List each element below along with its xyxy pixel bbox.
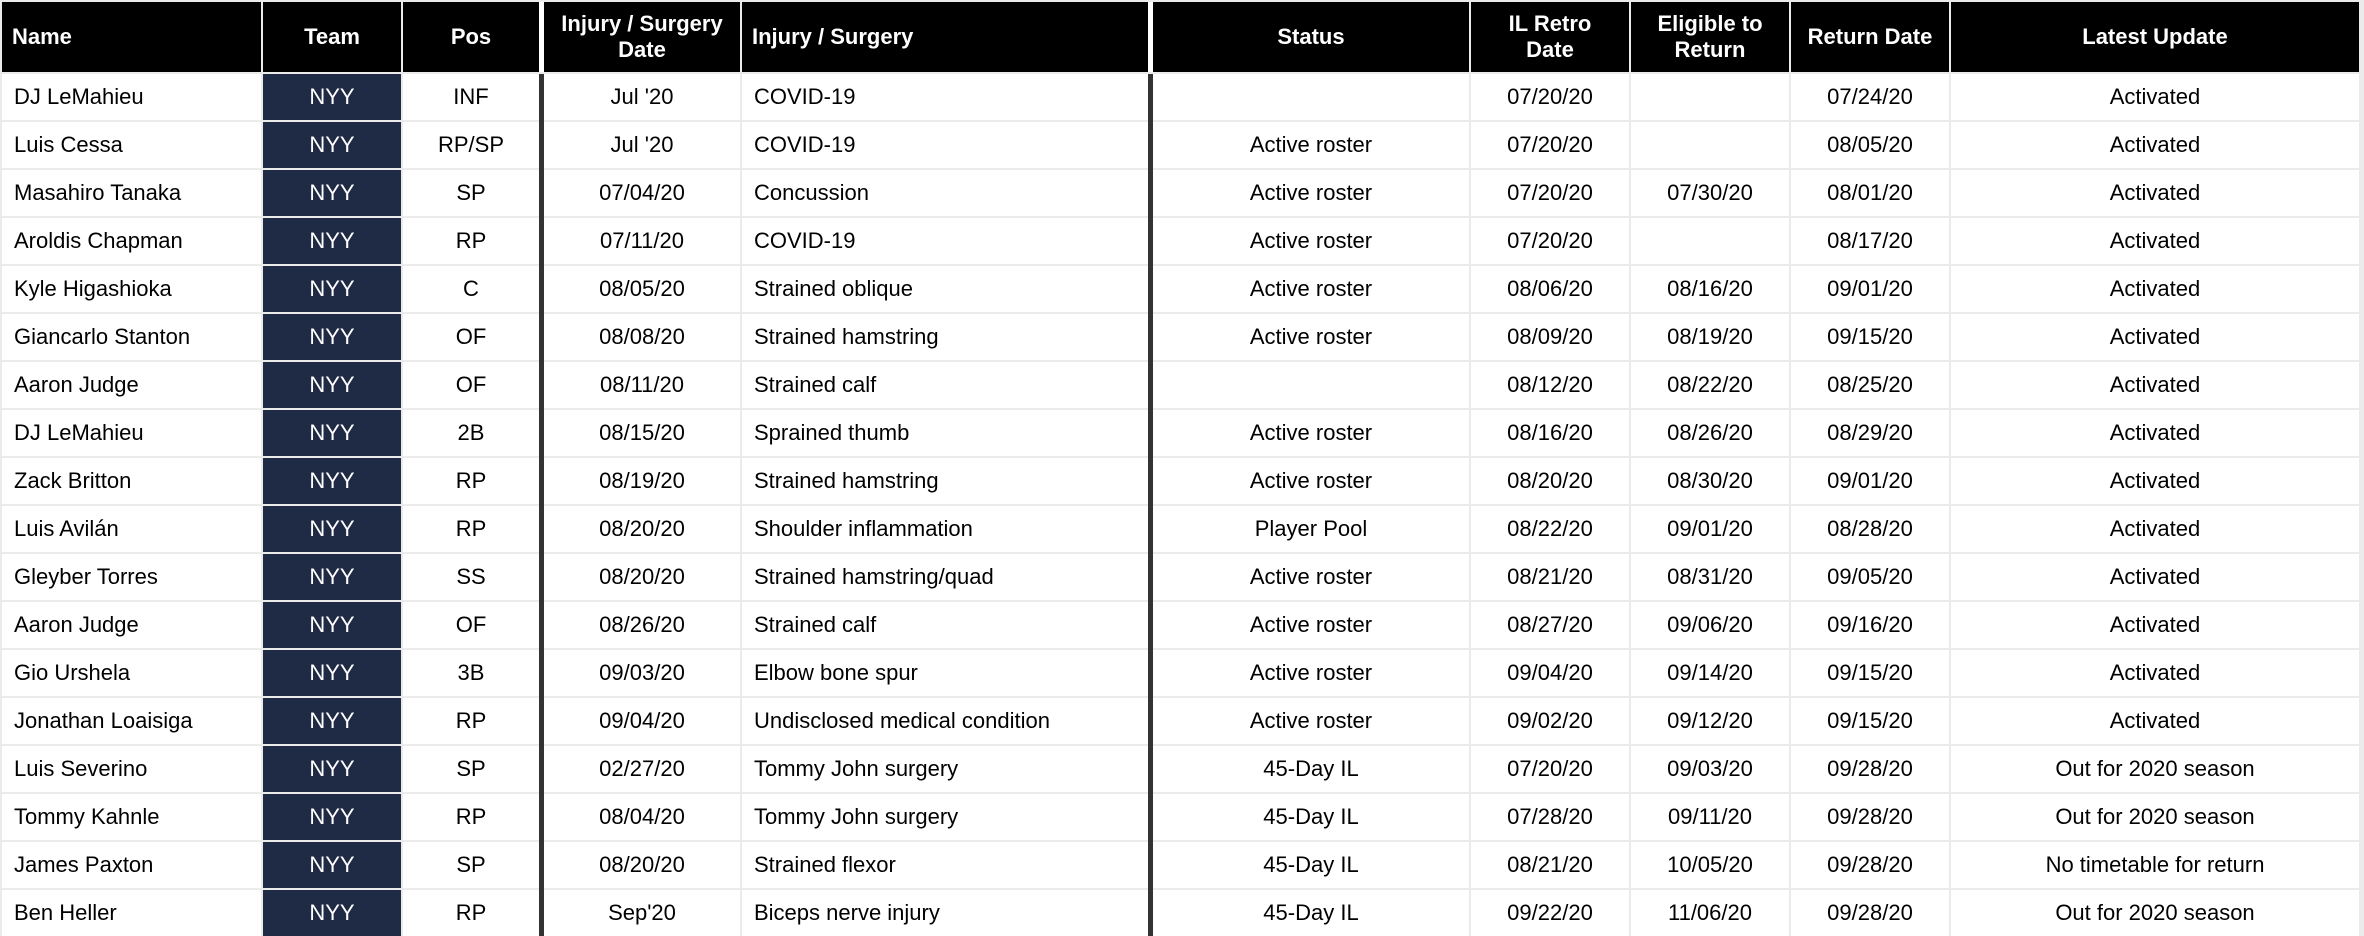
table-row[interactable] bbox=[0, 266, 2364, 312]
cell-status[interactable]: Active roster bbox=[1153, 314, 1469, 360]
cell-name[interactable]: James Paxton bbox=[2, 842, 261, 888]
header-injury[interactable] bbox=[742, 2, 1148, 72]
cell-pos[interactable]: OF bbox=[403, 314, 539, 360]
cell-eligible[interactable]: 07/30/20 bbox=[1631, 170, 1789, 216]
cell-team[interactable]: NYY bbox=[263, 362, 401, 408]
cell-eligible[interactable]: 09/01/20 bbox=[1631, 506, 1789, 552]
cell-il-retro[interactable]: 07/20/20 bbox=[1471, 122, 1629, 168]
cell-team[interactable]: NYY bbox=[263, 218, 401, 264]
cell-eligible[interactable]: 10/05/20 bbox=[1631, 842, 1789, 888]
cell-injury[interactable]: Strained calf bbox=[742, 362, 1148, 408]
header-injury-date[interactable] bbox=[544, 2, 740, 72]
header-eligible[interactable] bbox=[1631, 2, 1789, 72]
table-row[interactable] bbox=[0, 794, 2364, 840]
header-divider-gap bbox=[1148, 2, 1153, 72]
table-row[interactable] bbox=[0, 362, 2364, 408]
cell-pos[interactable]: RP/SP bbox=[403, 122, 539, 168]
table-header-row bbox=[0, 2, 2364, 72]
cell-injury-date[interactable]: 08/20/20 bbox=[544, 842, 740, 888]
cell-status[interactable]: Active roster bbox=[1153, 698, 1469, 744]
cell-latest[interactable]: Activated bbox=[1951, 650, 2359, 696]
cell-status[interactable]: Active roster bbox=[1153, 218, 1469, 264]
cell-il-retro[interactable]: 07/20/20 bbox=[1471, 218, 1629, 264]
table-row[interactable] bbox=[0, 74, 2364, 120]
cell-il-retro[interactable]: 08/21/20 bbox=[1471, 554, 1629, 600]
cell-name[interactable]: Luis Cessa bbox=[2, 122, 261, 168]
table-row[interactable] bbox=[0, 170, 2364, 216]
cell-il-retro[interactable]: 08/16/20 bbox=[1471, 410, 1629, 456]
cell-name[interactable]: Tommy Kahnle bbox=[2, 794, 261, 840]
cell-injury[interactable]: Strained calf bbox=[742, 602, 1148, 648]
cell-status[interactable] bbox=[1153, 362, 1469, 408]
cell-pos[interactable]: SP bbox=[403, 746, 539, 792]
cell-latest[interactable]: Activated bbox=[1951, 506, 2359, 552]
header-il-retro[interactable] bbox=[1471, 2, 1629, 72]
cell-eligible[interactable]: 08/16/20 bbox=[1631, 266, 1789, 312]
table-row[interactable] bbox=[0, 650, 2364, 696]
cell-name[interactable]: Aaron Judge bbox=[2, 602, 261, 648]
header-label: Pos bbox=[450, 24, 492, 49]
cell-injury-date[interactable]: 07/11/20 bbox=[544, 218, 740, 264]
cell-team[interactable]: NYY bbox=[263, 266, 401, 312]
table-row[interactable] bbox=[0, 410, 2364, 456]
cell-status[interactable] bbox=[1153, 74, 1469, 120]
header-status[interactable] bbox=[1153, 2, 1469, 72]
cell-latest[interactable]: Activated bbox=[1951, 698, 2359, 744]
header-label: IL Retro Date bbox=[1508, 11, 1592, 62]
cell-pos[interactable]: INF bbox=[403, 74, 539, 120]
cell-injury[interactable]: Tommy John surgery bbox=[742, 746, 1148, 792]
cell-injury-date[interactable]: Jul '20 bbox=[544, 74, 740, 120]
header-team[interactable] bbox=[263, 2, 401, 72]
cell-injury[interactable]: Sprained thumb bbox=[742, 410, 1148, 456]
cell-il-retro[interactable]: 07/20/20 bbox=[1471, 170, 1629, 216]
cell-return-date[interactable]: 09/15/20 bbox=[1791, 314, 1949, 360]
cell-team[interactable]: NYY bbox=[263, 794, 401, 840]
cell-latest[interactable]: Activated bbox=[1951, 170, 2359, 216]
cell-injury-date[interactable]: 02/27/20 bbox=[544, 746, 740, 792]
cell-return-date[interactable]: 09/28/20 bbox=[1791, 746, 1949, 792]
cell-injury-date[interactable]: 08/20/20 bbox=[544, 554, 740, 600]
cell-injury-date[interactable]: Jul '20 bbox=[544, 122, 740, 168]
cell-latest[interactable]: Activated bbox=[1951, 266, 2359, 312]
table-row[interactable] bbox=[0, 458, 2364, 504]
cell-injury[interactable]: Strained hamstring/quad bbox=[742, 554, 1148, 600]
cell-il-retro[interactable]: 08/21/20 bbox=[1471, 842, 1629, 888]
cell-eligible[interactable]: 09/14/20 bbox=[1631, 650, 1789, 696]
cell-name[interactable]: DJ LeMahieu bbox=[2, 74, 261, 120]
table-row[interactable] bbox=[0, 890, 2364, 936]
cell-status[interactable]: 45-Day IL bbox=[1153, 842, 1469, 888]
cell-name[interactable]: DJ LeMahieu bbox=[2, 410, 261, 456]
header-label: Return Date bbox=[1807, 24, 1933, 49]
cell-il-retro[interactable]: 08/12/20 bbox=[1471, 362, 1629, 408]
cell-pos[interactable]: SP bbox=[403, 170, 539, 216]
cell-return-date[interactable]: 07/24/20 bbox=[1791, 74, 1949, 120]
cell-injury[interactable]: Strained hamstring bbox=[742, 458, 1148, 504]
cell-return-date[interactable]: 08/05/20 bbox=[1791, 122, 1949, 168]
cell-pos[interactable]: RP bbox=[403, 794, 539, 840]
header-label: Status bbox=[1277, 24, 1345, 49]
cell-eligible[interactable] bbox=[1631, 218, 1789, 264]
cell-injury-date[interactable]: 08/08/20 bbox=[544, 314, 740, 360]
cell-return-date[interactable]: 09/28/20 bbox=[1791, 890, 1949, 936]
cell-status[interactable]: Active roster bbox=[1153, 410, 1469, 456]
cell-name[interactable]: Gio Urshela bbox=[2, 650, 261, 696]
cell-status[interactable]: 45-Day IL bbox=[1153, 890, 1469, 936]
column-divider bbox=[539, 74, 544, 936]
cell-team[interactable]: NYY bbox=[263, 842, 401, 888]
cell-eligible[interactable]: 08/19/20 bbox=[1631, 314, 1789, 360]
cell-injury-date[interactable]: 08/04/20 bbox=[544, 794, 740, 840]
cell-eligible[interactable]: 08/31/20 bbox=[1631, 554, 1789, 600]
cell-latest[interactable]: Out for 2020 season bbox=[1951, 746, 2359, 792]
table-row[interactable] bbox=[0, 122, 2364, 168]
cell-return-date[interactable]: 09/01/20 bbox=[1791, 266, 1949, 312]
cell-eligible[interactable] bbox=[1631, 74, 1789, 120]
cell-injury[interactable]: Biceps nerve injury bbox=[742, 890, 1148, 936]
table-row[interactable] bbox=[0, 554, 2364, 600]
header-return-date[interactable] bbox=[1791, 2, 1949, 72]
cell-status[interactable]: 45-Day IL bbox=[1153, 794, 1469, 840]
table-row[interactable] bbox=[0, 314, 2364, 360]
cell-return-date[interactable]: 09/05/20 bbox=[1791, 554, 1949, 600]
cell-latest[interactable]: Activated bbox=[1951, 410, 2359, 456]
cell-pos[interactable]: 2B bbox=[403, 410, 539, 456]
cell-return-date[interactable]: 08/17/20 bbox=[1791, 218, 1949, 264]
cell-team[interactable]: NYY bbox=[263, 698, 401, 744]
cell-status[interactable]: 45-Day IL bbox=[1153, 746, 1469, 792]
cell-injury-date[interactable]: 08/05/20 bbox=[544, 266, 740, 312]
header-label: Team bbox=[304, 24, 360, 49]
cell-il-retro[interactable]: 08/06/20 bbox=[1471, 266, 1629, 312]
cell-pos[interactable]: OF bbox=[403, 602, 539, 648]
cell-name[interactable]: Aroldis Chapman bbox=[2, 218, 261, 264]
cell-status[interactable]: Active roster bbox=[1153, 650, 1469, 696]
cell-team[interactable]: NYY bbox=[263, 746, 401, 792]
cell-team[interactable]: NYY bbox=[263, 74, 401, 120]
cell-pos[interactable]: SS bbox=[403, 554, 539, 600]
cell-return-date[interactable]: 09/16/20 bbox=[1791, 602, 1949, 648]
cell-team[interactable]: NYY bbox=[263, 122, 401, 168]
cell-eligible[interactable]: 09/11/20 bbox=[1631, 794, 1789, 840]
header-label: Injury / Surgery Date bbox=[561, 11, 723, 62]
cell-return-date[interactable]: 09/01/20 bbox=[1791, 458, 1949, 504]
cell-pos[interactable]: OF bbox=[403, 362, 539, 408]
cell-team[interactable]: NYY bbox=[263, 650, 401, 696]
cell-return-date[interactable]: 08/25/20 bbox=[1791, 362, 1949, 408]
header-label: Latest Update bbox=[2082, 24, 2228, 49]
cell-eligible[interactable]: 09/06/20 bbox=[1631, 602, 1789, 648]
cell-return-date[interactable]: 08/01/20 bbox=[1791, 170, 1949, 216]
cell-latest[interactable]: Out for 2020 season bbox=[1951, 890, 2359, 936]
cell-name[interactable]: Masahiro Tanaka bbox=[2, 170, 261, 216]
cell-status[interactable]: Active roster bbox=[1153, 554, 1469, 600]
cell-injury-date[interactable]: 09/04/20 bbox=[544, 698, 740, 744]
cell-latest[interactable]: Activated bbox=[1951, 218, 2359, 264]
header-label: Eligible to Return bbox=[1657, 11, 1763, 62]
cell-team[interactable]: NYY bbox=[263, 410, 401, 456]
cell-return-date[interactable]: 08/29/20 bbox=[1791, 410, 1949, 456]
cell-eligible[interactable]: 11/06/20 bbox=[1631, 890, 1789, 936]
cell-team[interactable]: NYY bbox=[263, 314, 401, 360]
cell-injury-date[interactable]: 08/26/20 bbox=[544, 602, 740, 648]
cell-return-date[interactable]: 09/28/20 bbox=[1791, 842, 1949, 888]
cell-pos[interactable]: RP bbox=[403, 218, 539, 264]
header-label: Injury / Surgery bbox=[752, 24, 914, 49]
header-divider-gap bbox=[539, 2, 544, 72]
cell-name[interactable]: Zack Britton bbox=[2, 458, 261, 504]
cell-il-retro[interactable]: 08/22/20 bbox=[1471, 506, 1629, 552]
cell-il-retro[interactable]: 08/20/20 bbox=[1471, 458, 1629, 504]
cell-name[interactable]: Ben Heller bbox=[2, 890, 261, 936]
cell-status[interactable]: Active roster bbox=[1153, 458, 1469, 504]
cell-latest[interactable]: No timetable for return bbox=[1951, 842, 2359, 888]
cell-name[interactable]: Luis Severino bbox=[2, 746, 261, 792]
cell-injury[interactable]: Strained oblique bbox=[742, 266, 1148, 312]
column-divider bbox=[1148, 74, 1153, 936]
cell-injury[interactable]: Strained flexor bbox=[742, 842, 1148, 888]
cell-return-date[interactable]: 09/15/20 bbox=[1791, 698, 1949, 744]
cell-injury[interactable]: Undisclosed medical condition bbox=[742, 698, 1148, 744]
cell-injury-date[interactable]: 08/11/20 bbox=[544, 362, 740, 408]
cell-injury[interactable]: Concussion bbox=[742, 170, 1148, 216]
cell-injury[interactable]: COVID-19 bbox=[742, 218, 1148, 264]
cell-status[interactable]: Player Pool bbox=[1153, 506, 1469, 552]
cell-pos[interactable]: 3B bbox=[403, 650, 539, 696]
cell-team[interactable]: NYY bbox=[263, 890, 401, 936]
cell-eligible[interactable] bbox=[1631, 122, 1789, 168]
header-label: Name bbox=[12, 24, 72, 49]
cell-team[interactable]: NYY bbox=[263, 170, 401, 216]
cell-injury-date[interactable]: 08/19/20 bbox=[544, 458, 740, 504]
cell-status[interactable]: Active roster bbox=[1153, 122, 1469, 168]
cell-il-retro[interactable]: 07/28/20 bbox=[1471, 794, 1629, 840]
cell-il-retro[interactable]: 09/04/20 bbox=[1471, 650, 1629, 696]
cell-injury[interactable]: Elbow bone spur bbox=[742, 650, 1148, 696]
cell-status[interactable]: Active roster bbox=[1153, 266, 1469, 312]
cell-return-date[interactable]: 09/15/20 bbox=[1791, 650, 1949, 696]
cell-injury-date[interactable]: 09/03/20 bbox=[544, 650, 740, 696]
cell-latest[interactable]: Activated bbox=[1951, 122, 2359, 168]
table-row[interactable] bbox=[0, 602, 2364, 648]
cell-injury[interactable]: Tommy John surgery bbox=[742, 794, 1148, 840]
cell-eligible[interactable]: 08/30/20 bbox=[1631, 458, 1789, 504]
cell-pos[interactable]: RP bbox=[403, 458, 539, 504]
cell-eligible[interactable]: 08/22/20 bbox=[1631, 362, 1789, 408]
cell-latest[interactable]: Activated bbox=[1951, 554, 2359, 600]
table-row[interactable] bbox=[0, 506, 2364, 552]
cell-latest[interactable]: Out for 2020 season bbox=[1951, 794, 2359, 840]
cell-status[interactable]: Active roster bbox=[1153, 170, 1469, 216]
table-row[interactable] bbox=[0, 698, 2364, 744]
cell-name[interactable]: Kyle Higashioka bbox=[2, 266, 261, 312]
cell-team[interactable]: NYY bbox=[263, 602, 401, 648]
table-row[interactable] bbox=[0, 218, 2364, 264]
cell-pos[interactable]: C bbox=[403, 266, 539, 312]
cell-il-retro[interactable]: 08/27/20 bbox=[1471, 602, 1629, 648]
cell-return-date[interactable]: 09/28/20 bbox=[1791, 794, 1949, 840]
cell-il-retro[interactable]: 07/20/20 bbox=[1471, 74, 1629, 120]
cell-il-retro[interactable]: 08/09/20 bbox=[1471, 314, 1629, 360]
cell-pos[interactable]: RP bbox=[403, 698, 539, 744]
cell-injury-date[interactable]: Sep'20 bbox=[544, 890, 740, 936]
cell-eligible[interactable]: 08/26/20 bbox=[1631, 410, 1789, 456]
cell-eligible[interactable]: 09/03/20 bbox=[1631, 746, 1789, 792]
table-row[interactable] bbox=[0, 746, 2364, 792]
cell-team[interactable]: NYY bbox=[263, 458, 401, 504]
cell-name[interactable]: Luis Avilán bbox=[2, 506, 261, 552]
cell-injury-date[interactable]: 08/20/20 bbox=[544, 506, 740, 552]
cell-injury[interactable]: COVID-19 bbox=[742, 122, 1148, 168]
cell-return-date[interactable]: 08/28/20 bbox=[1791, 506, 1949, 552]
cell-name[interactable]: Gleyber Torres bbox=[2, 554, 261, 600]
header-latest[interactable] bbox=[1951, 2, 2359, 72]
header-pos[interactable] bbox=[403, 2, 539, 72]
cell-injury[interactable]: Shoulder inflammation bbox=[742, 506, 1148, 552]
cell-injury-date[interactable]: 07/04/20 bbox=[544, 170, 740, 216]
cell-latest[interactable]: Activated bbox=[1951, 602, 2359, 648]
cell-il-retro[interactable]: 07/20/20 bbox=[1471, 746, 1629, 792]
cell-name[interactable]: Aaron Judge bbox=[2, 362, 261, 408]
cell-latest[interactable]: Activated bbox=[1951, 74, 2359, 120]
cell-latest[interactable]: Activated bbox=[1951, 458, 2359, 504]
cell-injury[interactable]: Strained hamstring bbox=[742, 314, 1148, 360]
cell-il-retro[interactable]: 09/02/20 bbox=[1471, 698, 1629, 744]
cell-eligible[interactable]: 09/12/20 bbox=[1631, 698, 1789, 744]
cell-name[interactable]: Giancarlo Stanton bbox=[2, 314, 261, 360]
cell-team[interactable]: NYY bbox=[263, 554, 401, 600]
cell-team[interactable]: NYY bbox=[263, 506, 401, 552]
cell-pos[interactable]: RP bbox=[403, 890, 539, 936]
cell-name[interactable]: Jonathan Loaisiga bbox=[2, 698, 261, 744]
cell-injury[interactable]: COVID-19 bbox=[742, 74, 1148, 120]
cell-pos[interactable]: SP bbox=[403, 842, 539, 888]
cell-status[interactable]: Active roster bbox=[1153, 602, 1469, 648]
cell-latest[interactable]: Activated bbox=[1951, 314, 2359, 360]
table-row[interactable] bbox=[0, 842, 2364, 888]
header-name[interactable] bbox=[2, 2, 261, 72]
cell-injury-date[interactable]: 08/15/20 bbox=[544, 410, 740, 456]
cell-pos[interactable]: RP bbox=[403, 506, 539, 552]
cell-latest[interactable]: Activated bbox=[1951, 362, 2359, 408]
cell-il-retro[interactable]: 09/22/20 bbox=[1471, 890, 1629, 936]
